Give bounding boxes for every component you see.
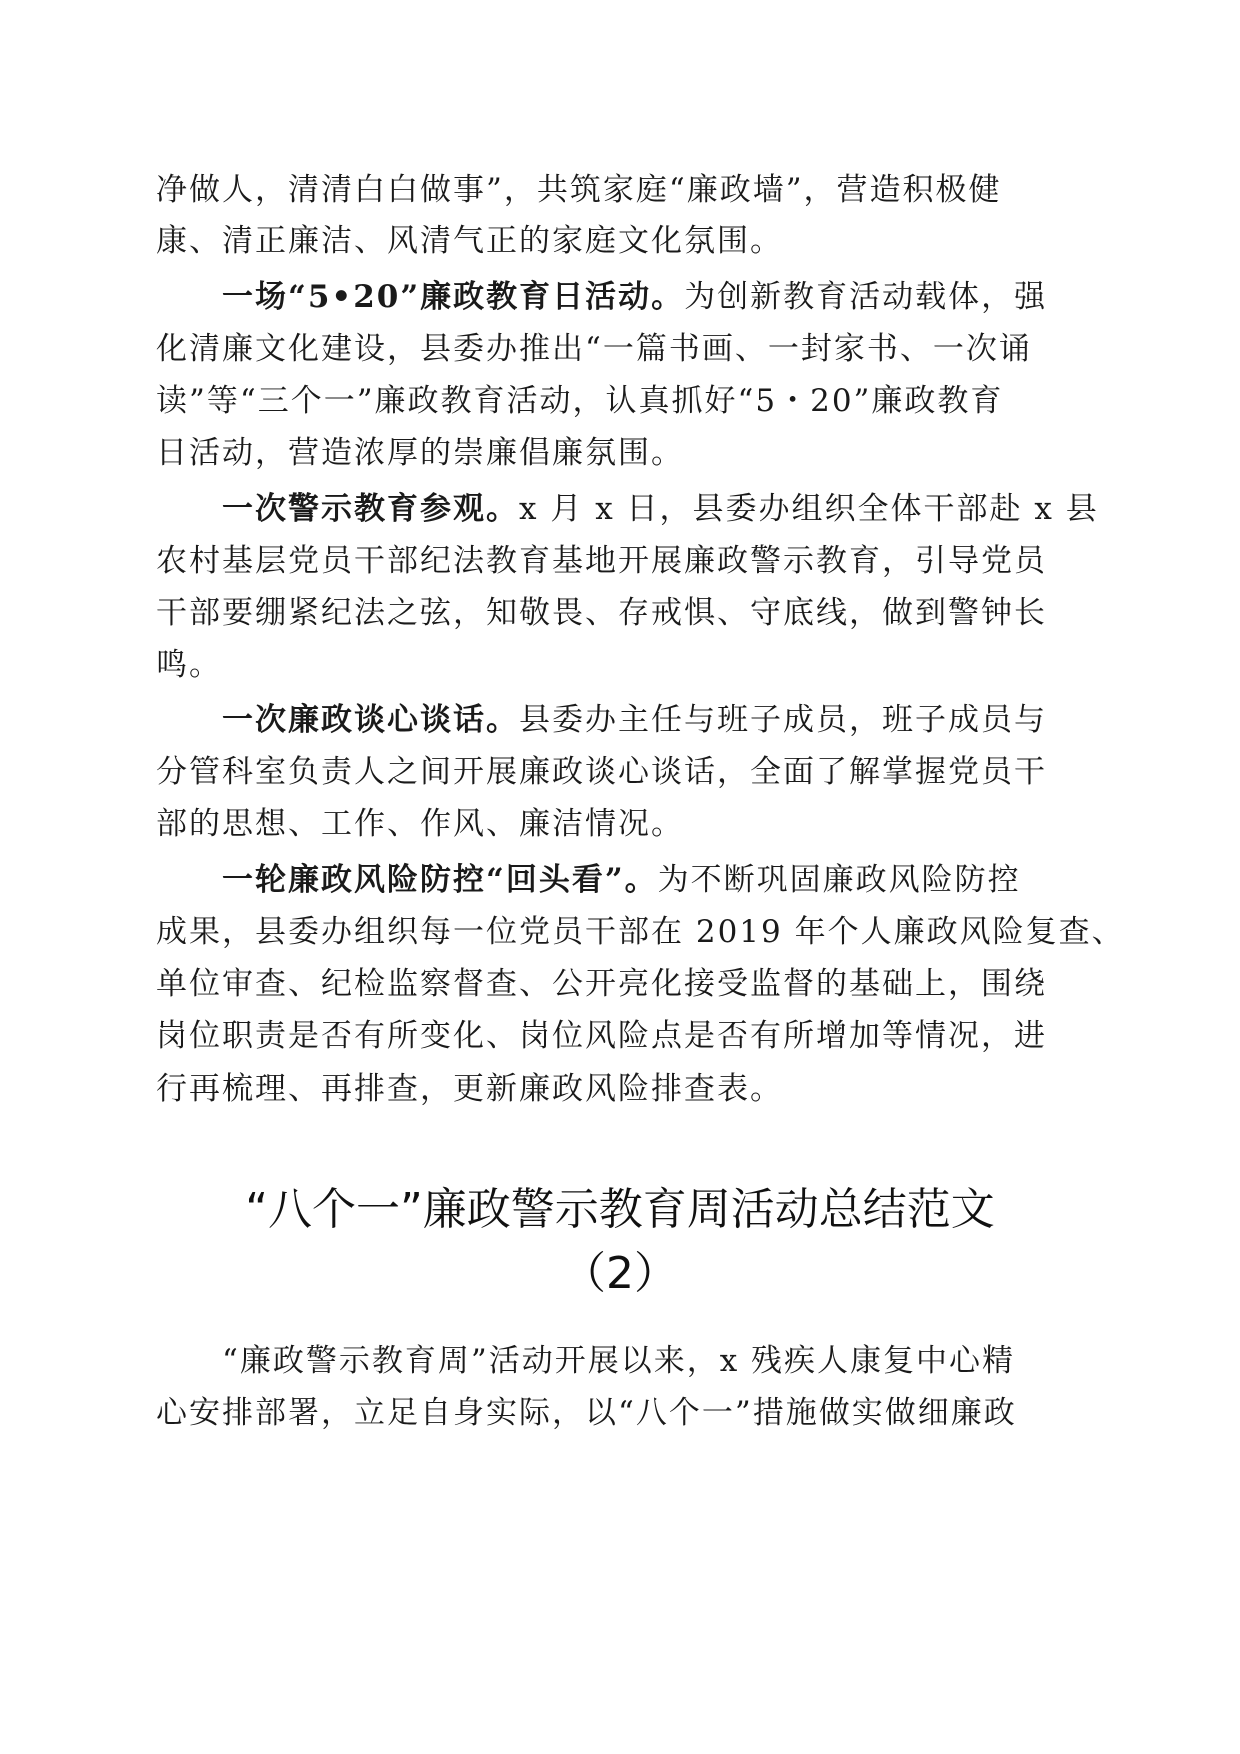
paragraph-first-line — [222, 487, 1099, 531]
paragraph-line: 康、清正廉洁、风清气正的家庭文化氛围。 — [156, 223, 783, 259]
paragraph-heading: 一轮廉政风险防控“回头看”。 — [222, 862, 658, 898]
paragraph-first-line — [222, 275, 1047, 319]
paragraph-text: 为不断巩固廉政风险防控 — [657, 862, 1021, 898]
paragraph-line: 读”等“三个一”廉政教育活动，认真抓好“5・20”廉政教育 — [156, 383, 1004, 419]
paragraph-line: 行再梳理、再排查，更新廉政风险排查表。 — [156, 1071, 783, 1107]
paragraph-heading: 一次警示教育参观。 — [222, 491, 519, 527]
paragraph-line: 农村基层党员干部纪法教育基地开展廉政警示教育，引导党员 — [156, 543, 1047, 579]
paragraph-line: 岗位职责是否有所变化、岗位风险点是否有所增加等情况，进 — [156, 1018, 1047, 1054]
paragraph-first-line: “廉政警示教育周”活动开展以来，x 残疾人康复中心精 — [222, 1343, 1016, 1379]
paragraph-text: 县委办主任与班子成员，班子成员与 — [519, 702, 1047, 738]
paragraph-first-line — [222, 858, 1021, 902]
paragraph-text: 为创新教育活动载体，强 — [684, 279, 1048, 315]
paragraph-line: 鸣。 — [156, 647, 222, 683]
section-title: “八个一”廉政警示教育周活动总结范文 — [245, 1184, 995, 1235]
paragraph-text: x 月 x 日，县委办组织全体干部赴 x 县 — [519, 491, 1099, 527]
paragraph-line: 成果，县委办组织每一位党员干部在 2019 年个人廉政风险复查、 — [156, 914, 1125, 950]
paragraph-line: 净做人，清清白白做事”，共筑家庭“廉政墙”，营造积极健 — [156, 172, 1002, 208]
paragraph-first-line — [222, 698, 1047, 742]
paragraph-heading: 一场“5•20”廉政教育日活动。 — [222, 279, 685, 315]
paragraph-line: 干部要绷紧纪法之弦，知敬畏、存戒惧、守底线，做到警钟长 — [156, 595, 1047, 631]
paragraph-line: 化清廉文化建设，县委办推出“一篇书画、一封家书、一次诵 — [156, 331, 1032, 367]
paragraph-line: 日活动，营造浓厚的崇廉倡廉氛围。 — [156, 435, 684, 471]
paragraph-line: 心安排部署，立足自身实际，以“八个一”措施做实做细廉政 — [156, 1395, 1017, 1431]
paragraph-heading: 一次廉政谈心谈话。 — [222, 702, 519, 738]
paragraph-line: 部的思想、工作、作风、廉洁情况。 — [156, 806, 684, 842]
section-title-number: （2） — [562, 1248, 678, 1299]
paragraph-line: 分管科室负责人之间开展廉政谈心谈话，全面了解掌握党员干 — [156, 754, 1047, 790]
paragraph-line: 单位审查、纪检监察督查、公开亮化接受监督的基础上，围绕 — [156, 966, 1047, 1002]
